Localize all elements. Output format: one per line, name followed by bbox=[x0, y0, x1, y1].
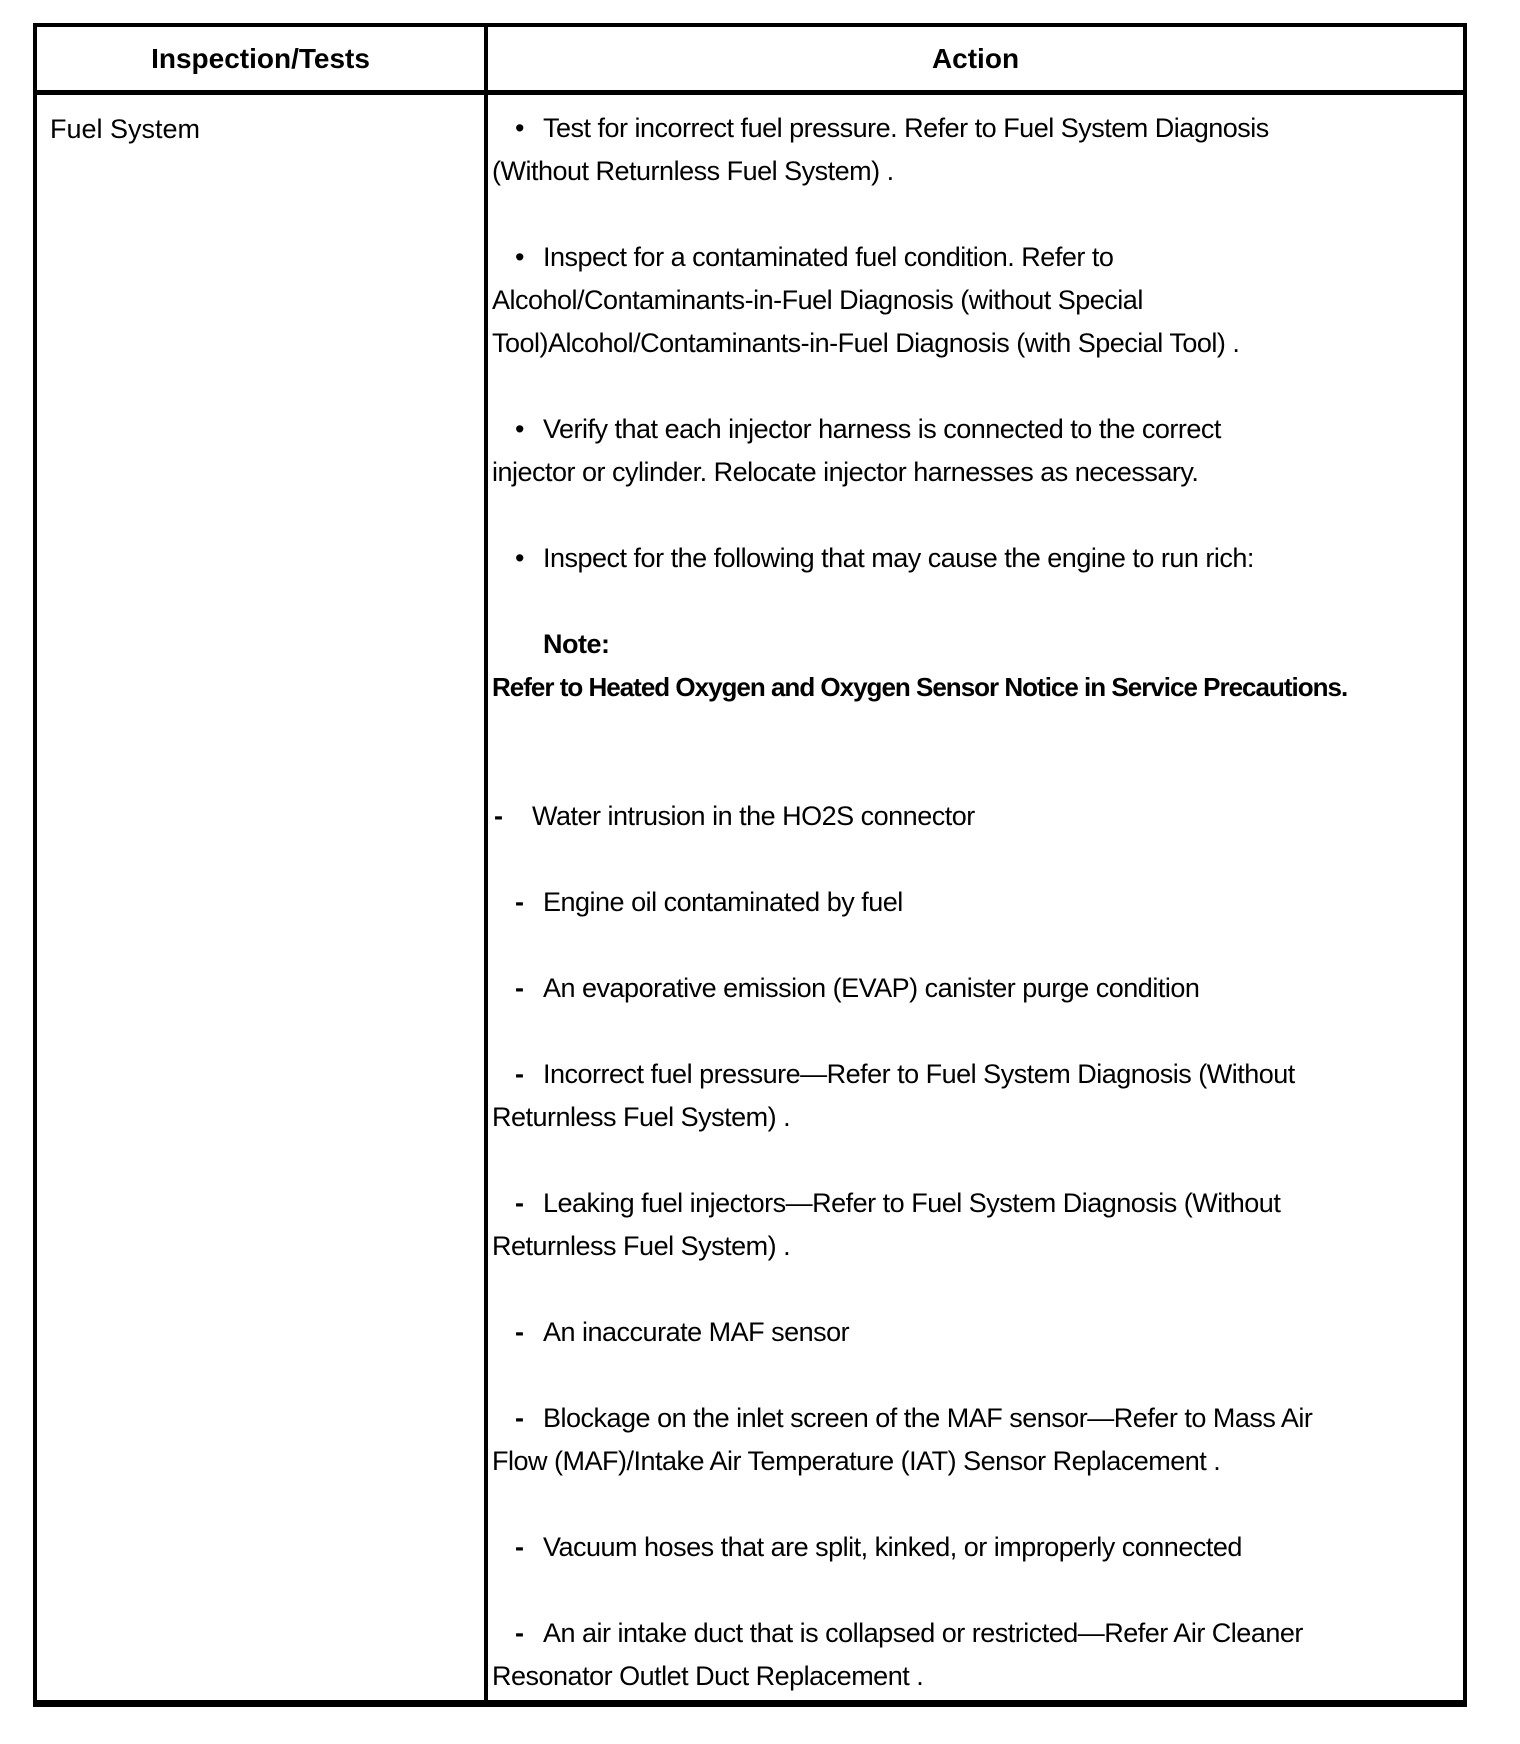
action-dash-item bbox=[492, 795, 1463, 838]
action-bullet-item bbox=[492, 537, 1463, 580]
action-line bbox=[492, 1397, 1463, 1440]
diagnostic-table bbox=[33, 23, 1467, 1707]
action-line-text: Verify that each injector harness is connected to the correct bbox=[543, 414, 1221, 444]
action-line bbox=[492, 967, 1463, 1010]
action-line: injector or cylinder. Relocate injector harnesses as necessary. bbox=[492, 457, 1199, 487]
bullet-marker: • bbox=[515, 242, 524, 272]
dash-marker: - bbox=[515, 1532, 524, 1562]
action-line-text: An evaporative emission (EVAP) canister purge condition bbox=[543, 973, 1200, 1003]
action-line: Flow (MAF)/Intake Air Temperature (IAT) Sensor Replacement . bbox=[492, 1446, 1221, 1476]
action-line-text: Engine oil contaminated by fuel bbox=[543, 887, 903, 917]
note-block bbox=[492, 623, 1463, 709]
bullet-marker: • bbox=[515, 113, 524, 143]
dash-marker: - bbox=[515, 1317, 524, 1347]
action-dash-item bbox=[492, 967, 1463, 1010]
action-dash-item bbox=[492, 1612, 1463, 1698]
action-line-text: Incorrect fuel pressure—Refer to Fuel System Diagnosis (Without bbox=[543, 1059, 1295, 1089]
action-line-text: Inspect for the following that may cause the engine to run rich: bbox=[543, 543, 1254, 573]
dash-marker: - bbox=[515, 1618, 524, 1648]
note-text: Refer to Heated Oxygen and Oxygen Sensor Notice in Service Precautions. bbox=[492, 672, 1348, 702]
table-body-row bbox=[37, 95, 1463, 1700]
action-line bbox=[492, 1612, 1463, 1655]
action-dash-item bbox=[492, 1397, 1463, 1483]
action-line: Returnless Fuel System) . bbox=[492, 1102, 791, 1132]
action-dash-item bbox=[492, 1526, 1463, 1569]
action-line-text: Water intrusion in the HO2S connector bbox=[532, 801, 975, 831]
action-line-text: Test for incorrect fuel pressure. Refer to Fuel System Diagnosis bbox=[543, 113, 1269, 143]
table-header-row bbox=[37, 27, 1463, 95]
action-dash-item bbox=[492, 881, 1463, 924]
action-line bbox=[492, 1182, 1463, 1225]
action-dash-item bbox=[492, 1182, 1463, 1268]
action-line bbox=[492, 107, 1463, 150]
action-line bbox=[492, 1053, 1463, 1096]
header-action: Action bbox=[931, 42, 1020, 74]
action-line bbox=[492, 1526, 1463, 1569]
action-line-text: Inspect for a contaminated fuel condition. Refer to bbox=[543, 242, 1114, 272]
action-bullet-item bbox=[492, 408, 1463, 494]
dash-marker: - bbox=[515, 1403, 524, 1433]
inspection-cell-text: Fuel System bbox=[50, 114, 201, 144]
note-label: Note: bbox=[543, 629, 610, 659]
inspection-cell bbox=[37, 95, 488, 1700]
action-line: Alcohol/Contaminants-in-Fuel Diagnosis (without Special bbox=[492, 285, 1143, 315]
action-line-text: An inaccurate MAF sensor bbox=[543, 1317, 850, 1347]
action-line-text: Vacuum hoses that are split, kinked, or improperly connected bbox=[543, 1532, 1242, 1562]
action-line-text: Leaking fuel injectors—Refer to Fuel System Diagnosis (Without bbox=[543, 1188, 1281, 1218]
action-bullet-item bbox=[492, 236, 1463, 365]
action-line bbox=[492, 408, 1463, 451]
dash-marker: - bbox=[515, 887, 524, 917]
dash-marker: - bbox=[515, 1188, 524, 1218]
dash-marker: - bbox=[515, 1059, 524, 1089]
action-line-text: Blockage on the inlet screen of the MAF sensor—Refer to Mass Air bbox=[543, 1403, 1313, 1433]
action-line: Returnless Fuel System) . bbox=[492, 1231, 791, 1261]
bullet-marker: • bbox=[515, 414, 524, 444]
header-inspection-tests: Inspection/Tests bbox=[37, 27, 488, 90]
action-line bbox=[492, 236, 1463, 279]
bullet-marker: • bbox=[515, 543, 524, 573]
action-line bbox=[492, 537, 1463, 580]
dash-marker: - bbox=[494, 801, 503, 831]
action-bullet-item bbox=[492, 107, 1463, 193]
action-line: Resonator Outlet Duct Replacement . bbox=[492, 1661, 924, 1691]
action-dash-item bbox=[492, 1053, 1463, 1139]
action-line: (Without Returnless Fuel System) . bbox=[492, 156, 894, 186]
action-line-text: An air intake duct that is collapsed or restricted—Refer Air Cleaner bbox=[543, 1618, 1303, 1648]
action-line bbox=[492, 881, 1463, 924]
action-cell bbox=[488, 95, 1463, 1700]
dash-marker: - bbox=[515, 973, 524, 1003]
action-line: Tool)Alcohol/Contaminants-in-Fuel Diagnosis (with Special Tool) . bbox=[492, 328, 1240, 358]
action-dash-item bbox=[492, 1311, 1463, 1354]
action-line bbox=[492, 795, 1463, 838]
action-line bbox=[492, 1311, 1463, 1354]
